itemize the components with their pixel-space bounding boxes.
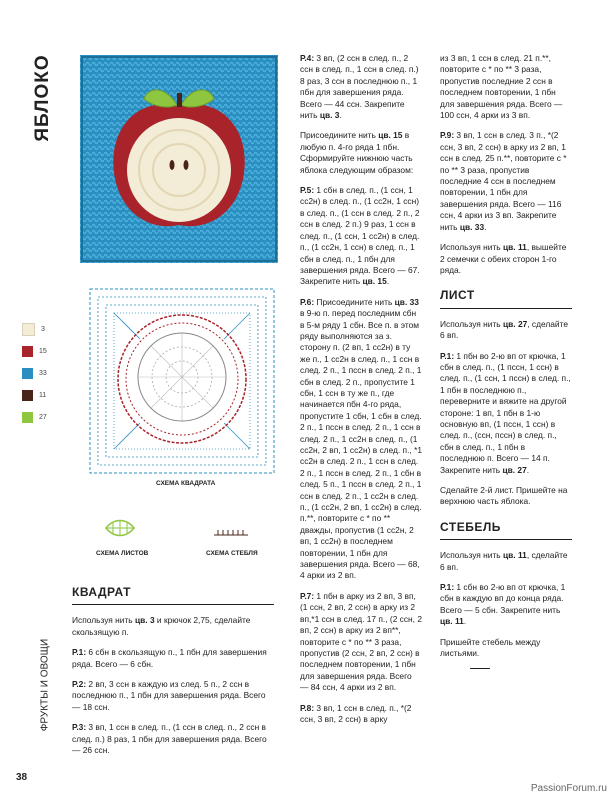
text: . [463,616,467,627]
round-label: Р.8: [300,702,315,713]
page-title-vertical: ЯБЛОКО [32,54,53,142]
stem-round-1 [440,582,572,628]
color-ref: цв. 27 [503,318,528,329]
round-text: Присоедините нить [314,296,395,307]
text: Присоедините нить [300,130,379,141]
leaf-chart-icon [104,516,136,540]
instructions-column-2 [300,53,422,734]
round-label: Р.1: [440,582,455,593]
round-text: 3 вп, 1 ссн в след. п., *(2 ссн, 3 вп, 2 ссн) в арку [300,702,412,724]
round-label: Р.3: [72,722,87,733]
instructions-column-3 [440,53,572,669]
legend-item [22,318,62,340]
square-intro [72,615,274,638]
color-ref: цв. 15 [378,130,403,141]
round-2 [72,679,274,713]
color-ref: цв. 33 [394,296,419,307]
legend-item [22,384,62,406]
apple-square-photo [80,55,278,263]
leaf-chart-label: СХЕМА ЛИСТОВ [96,550,149,557]
square-chart [88,287,276,475]
leaf-intro [440,319,572,342]
end-divider [470,668,490,669]
color-ref: цв. 11 [503,550,527,561]
text: Используя нить [440,318,503,329]
round-text: 1 пбн в арку из 2 вп, 3 вп, (1 ссн, 2 вп, 2 ссн) в арку из 2 вп,*1 ссн в след. 17 п., (2 ссн, 2 вп, 2 ссн) в арку из 2 вп**, повторите с * по ** 3 раза, пропустив (2 ссн, 2 вп, 2 ссн) в последнем повторении, 1 пбн для завершения ряда. Всего — 84 ссн, 4 арки из 2 вп. [300,590,422,693]
round-text: 1 пбн во 2-ю вп от крючка, 1 сбн в след. п., (1 пссн, 1 ссн) в след. п., (1 ссн, 1 пссн) в след. п., 1 пбн в последнюю п., переверните и вяжите на другой стороне: 1 вп, 1 пбн в 1-ю основную вп, (1 пссн, 1 ссн) в след. п., (ссн, пссн) в след. п., сбн в след. п., 1 пбн в последнюю п. Всего — 14 п. Закрепите нить [440,350,571,475]
text: Используя нить [440,550,503,561]
round-label: Р.4: [300,53,315,63]
round-text: 3 вп, 1 ссн в след. 3 п., *(2 ссн, 3 вп, 2 ссн) в арку из 2 вп, 1 ссн в след. 25 п.**, повторите с * по ** 3 раза, пропустив последние 4 ссн в последнем повторении, 1 пбн для завершения ряда. Всего — 116 ссн, 4 арки из 3 вп. Закрепите нить [440,130,567,232]
text: в любую п. 4-го ряда 1 пбн. Сформируйте нижнюю часть яблока следующим образом: [300,130,414,175]
round-text: 3 вп, (2 ссн в след. п., 2 ссн в след. п., 1 ссн в след. п.) 8 раз, 3 ссн в последнюю п., 1 пбн для завершения ряда. Всего — 44 ссн. Закрепите нить [300,53,419,121]
text: , сделайте 6 вп. [440,550,568,572]
embroider-note [440,242,572,276]
round-label: Р.5: [300,185,315,196]
color-swatch [22,323,35,336]
color-swatch [22,390,33,401]
round-8-continued: из 3 вп, 1 ссн в след. 21 п.**, повторите с * по ** 3 раза, пропустив последние 2 ссн в последнем повторении, 1 пбн для завершения ряда. Всего — 100 ссн, 4 арки из 3 вп. [440,53,563,121]
legend-item [22,406,62,428]
attach-note [300,130,422,176]
round-3 [72,722,274,756]
color-number: 15 [39,347,47,355]
round-text: в 9-ю п. перед последним сбн в 5-м ряду 1 сбн. Все п. в этом ряду выполняются за з. сторону п. (2 вп, 1 сс2н) в ту же п., 1 сс2н в след. п., 1 ссн в след. 2 п., 1 пссн в след. 2 п., 1 сбн в след. 2 п., пропустите 1 сбн, 1 ссн в ту же п., где начинается пбн 4-го ряда, пропустите 1 сбн, 1 сбн в след. 2 п., 1 пссн в след. 2 п., 1 ссн в след. 2 п., 1 сс2н в след. п., (1 сс2н, 2 вп, 1 сс2н) в след. п., *1 сс2н в след. 2 п., 1 ссн в след. 2 п., 1 пссн в след. 2 п., 1 сбн в след. 5 п., 1 пссн в след. 2 п., 1 ссн в след. 2 п., 1 сс2н в след. п., (1 сс2н, 2 вп, 1 сс2н) в след. п.**, повторите с * по ** дважды, пропустив (1 сс2н, 2 вп, 1 сс2н) в последнем повторении, 1 пбн для завершения ряда. Всего — 68, 4 арки из 2 вп. [300,308,422,581]
stem-chart-label: СХЕМА СТЕБЛЯ [206,550,258,557]
color-swatch [22,412,33,423]
round-label: Р.2: [72,679,87,690]
text: . [526,464,530,475]
round-6 [300,297,422,582]
color-number: 33 [39,369,47,377]
color-ref: цв. 3 [319,110,340,121]
round-label: Р.6: [300,296,315,307]
stem-heading: СТЕБЕЛЬ [440,522,572,540]
square-chart-label: СХЕМА КВАДРАТА [156,480,216,487]
text: Используя нить [72,615,135,626]
legend-item [22,340,62,362]
round-9 [440,130,572,233]
color-swatch [22,346,33,357]
round-text: 6 сбн в скользящую п., 1 пбн для завершения ряда. Всего — 6 сбн. [72,647,267,669]
stem-chart-icon [212,528,250,538]
round-label: Р.7: [300,590,315,601]
round-label: Р.1: [72,647,87,658]
category-label: ФРУКТЫ И ОВОЩИ [39,638,51,732]
color-legend [22,318,62,428]
color-number: 3 [41,325,45,333]
stem-sew-note: Пришейте стебель между листьями. [440,636,541,659]
round-1 [72,647,274,670]
color-ref: цв. 11 [440,616,464,627]
legend-item [22,362,62,384]
round-label: Р.9: [440,130,455,141]
color-ref: цв. 3 [135,615,155,626]
round-text: 1 сбн в след. п., (1 ссн, 1 сс2н) в след. п., (1 сс2н, 1 ссн) в след. п., (1 ссн в след. 2 п., 2 ссн в след. 2 п.) 9 раз, 1 ссн в след. п., (1 ссн, 1 сс2н) в след. п., (1 сс2н, 1 ссн) в след. п., 1 сбн в след. п., 1 пбн для завершения ряда. Всего — 67. Закрепите нить [300,185,420,287]
round-5 [300,185,422,288]
round-4 [300,53,422,121]
color-ref: цв. 27 [502,464,527,475]
watermark: PassionForum.ru [530,783,607,794]
square-section [72,587,274,765]
text: Используя нить [440,242,503,253]
color-ref: цв. 15 [362,276,387,287]
round-text: 1 сбн во 2-ю вп от крючка, 1 сбн в каждую вп до конца ряда. Всего — 5 сбн. Закрепите нить [440,582,566,615]
square-heading: КВАДРАТ [72,587,274,605]
page-number: 38 [16,772,28,783]
round-text: 2 вп, 3 ссн в каждую из след. 5 п., 2 ссн в последнюю п., 1 пбн для завершения ряда. Всего — 18 ссн. [72,679,266,712]
text: . [386,276,390,287]
color-number: 11 [39,391,47,399]
text: , сделайте 6 вп. [440,318,569,341]
color-number: 27 [39,413,47,421]
color-ref: цв. 11 [503,242,527,253]
text: и крючок 2,75, сделайте скользящую п. [72,615,251,637]
leaf-heading: ЛИСТ [440,290,572,308]
leaf-round-1 [440,351,572,476]
round-text: 3 вп, 1 ссн в след. п., (1 ссн в след. п., 2 ссн в след. п.) 8 раз, 1 пбн для завершения ряда. Всего — 26 ссн. [72,722,267,756]
round-8 [300,703,422,726]
stem-intro [440,550,572,573]
round-7 [300,591,422,694]
round-label: Р.1: [440,350,455,361]
text: . [339,110,342,121]
text: . [484,221,487,232]
color-ref: цв. 33 [459,221,485,232]
leaf-second-note: Сделайте 2-й лист. Пришейте на верхнюю часть яблока. [440,485,568,507]
color-swatch [22,368,33,379]
text: , вышейте 2 семечки с обеих сторон 1-го ряда. [440,242,567,275]
